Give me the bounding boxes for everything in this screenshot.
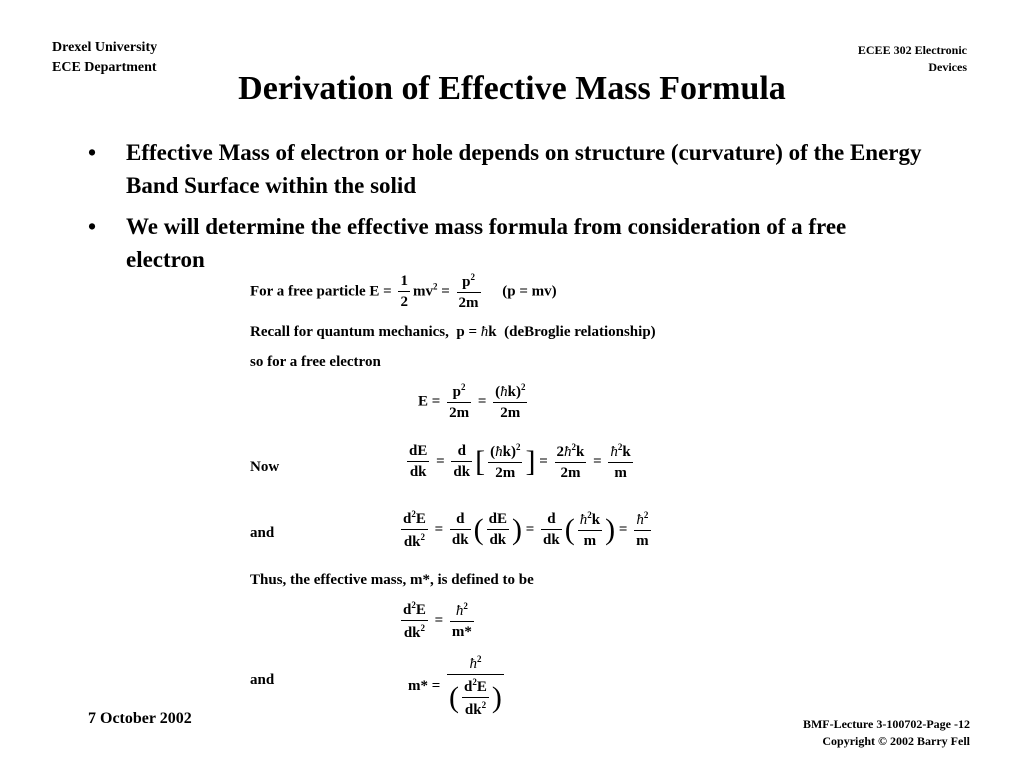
effective-mass-formula: m* = $ħ^2$ ( $\frac{d^2E}{dk^2}$ ) [408,654,502,718]
course-name-line2: Devices [928,60,967,74]
department-name: ECE Department [52,60,157,75]
free-particle-equation: For a free particle E = $\frac{1}{2}$ $mv^2$ = $\frac{p^2}{2m}$ (p = mv) [250,272,557,311]
thus-line: Thus, the effective mass, m*, is defined to be [250,572,534,588]
recall-text: Recall for quantum mechanics, [250,324,449,340]
footer-right [803,716,970,750]
and-label-2: and [250,672,275,688]
bullet-item: • Effective Mass of electron or hole depends on structure (curvature) of the Energy Band Surface within the solid [88,136,928,202]
course-name-line1: ECEE 302 Electronic [857,43,967,57]
university-name: Drexel University [52,40,158,55]
debroglie-text: (deBroglie relationship) [504,324,656,340]
free-particle-text: For a free particle [250,283,366,300]
bullet-item: • We will determine the effective mass formula from consideration of a free electron [88,210,928,276]
second-derivative-equation: $\frac{d^2E}{dk^2}$ = $\frac{d}{dk}$ ( $\frac{dE}{dk}$ ) = $\frac{d}{dk}$ ( $\frac{ħ^2k}{m}$ ) = $\frac{ħ^2}{m}$ [403,509,649,550]
effective-mass-definition: $\frac{d^2E}{dk^2}$ = $\frac{ħ^2}{m*}$ [403,600,472,641]
bullet-list [88,136,928,284]
first-derivative-equation: $\frac{dE}{dk}$ = $\frac{d}{dk}$ [ $\frac{(ħk)^2}{2m}$ ] = $\frac{2ħ^2k}{2m}$ = $\frac{ħ^2k}{m}$ [409,442,631,481]
footer-date: 7 October 2002 [88,710,192,727]
now-label: Now [250,459,280,475]
slide-title: Derivation of Effective Mass Formula [238,70,786,107]
page-identifier: BMF-Lecture 3-100702-Page -12 [802,717,970,731]
recall-line: Recall for quantum mechanics, p = ħk (deBroglie relationship) [250,324,656,340]
so-for-line: so for a free electron [250,354,381,370]
copyright: Copyright © 2002 Barry Fell [822,734,970,748]
energy-equation: E = $\frac{p^2}{2m}$ = $\frac{(ħk)^2}{2m}$ [418,382,526,421]
and-label-1: and [250,525,275,541]
